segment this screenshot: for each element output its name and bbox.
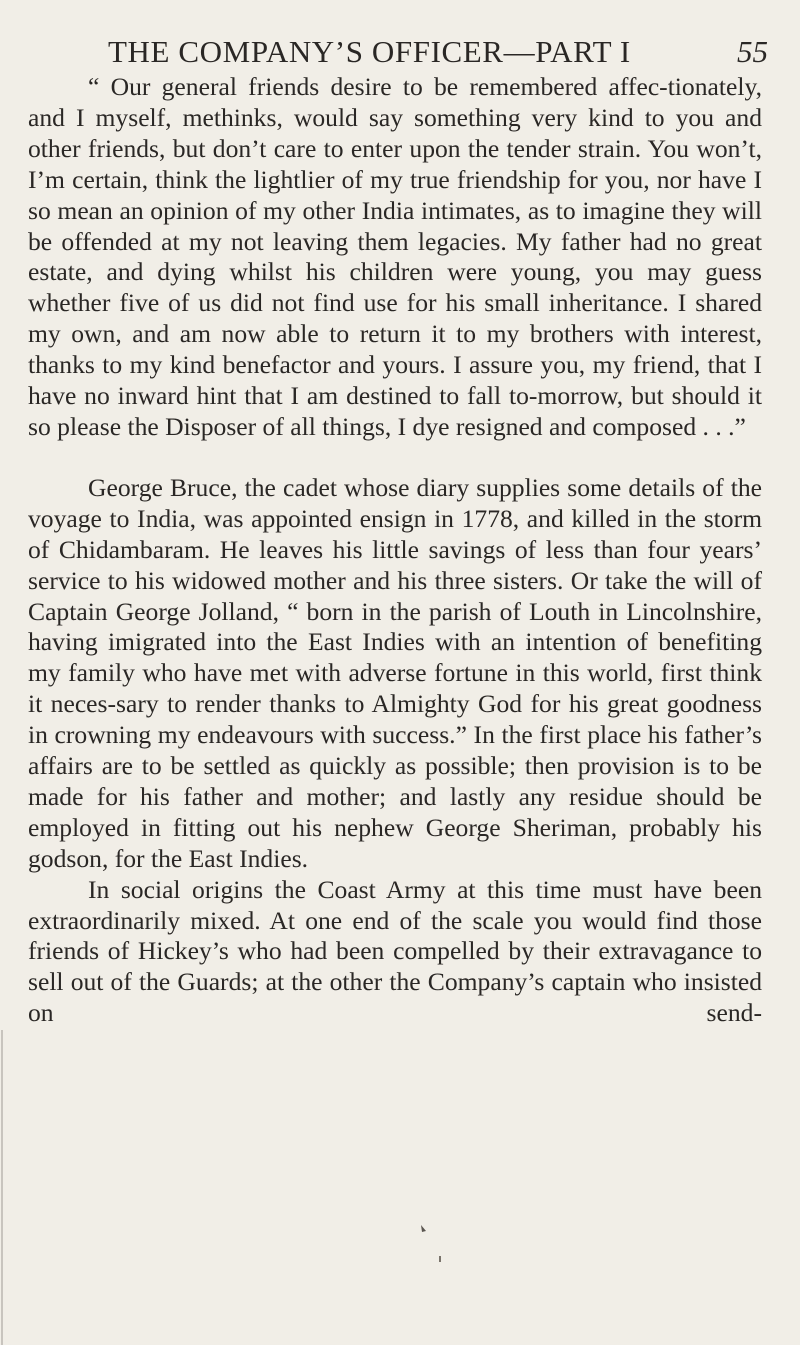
paragraph-george-bruce: George Bruce, the cadet whose diary supplies some details of the voyage to India, was appointed ensign in 1778, and killed in the storm of Chidambaram. He leaves his little savings of less than four years’ service to his widowed mother and his three sisters. Or take the will of Captain George Jolland, “ born in the parish of Louth in Lincolnshire, having imigrated into the East Indies with an intention of benefiting my family who have met with adverse fortune in this world, first think it neces-sary to render thanks to Almighty God for his great goodness in crowning my endeavours with success.” In the first place his father’s affairs are to be settled as quickly as possible; then provision is to be made for his father and mother; and lastly any residue should be employed in fitting out his nephew George Sheriman, probably his godson, for the East Indies. (28, 472, 762, 873)
paragraph-letter-quote: “ Our general friends desire to be remembered affec-tionately, and I myself, methinks, would say something very kind to you and other friends, but don’t care to enter upon the tender strain. You won’t, I’m certain, think the lightlier of my true friendship for you, nor have I so mean an opinion of my other India intimates, as to imagine they will be offended at my not leaving them legacies. My father had no great estate, and dying whilst his children were young, you may guess whether five of us did not find use for his small inheritance. I shared my own, and am now able to return it to my brothers with interest, thanks to my kind benefactor and yours. I assure you, my friend, that I have no inward hint that I am destined to fall to-morrow, but should it so please the Disposer of all things, I dye resigned and composed . . .” (28, 72, 762, 441)
body-text (28, 72, 762, 1029)
ink-speck (421, 1225, 426, 1232)
running-title: THE COMPANY’S OFFICER—PART I (108, 34, 631, 69)
ink-speck (439, 1256, 441, 1262)
paragraph-social-origins: In social origins the Coast Army at this time must have been extraordinarily mixed. At one end of the scale you would find those friends of Hickey’s who had been compelled by their extravagance to sell out of the Guards; at the other the Company’s captain who insisted on send- (28, 874, 762, 1028)
page-number: 55 (737, 34, 768, 69)
running-head (108, 32, 768, 72)
